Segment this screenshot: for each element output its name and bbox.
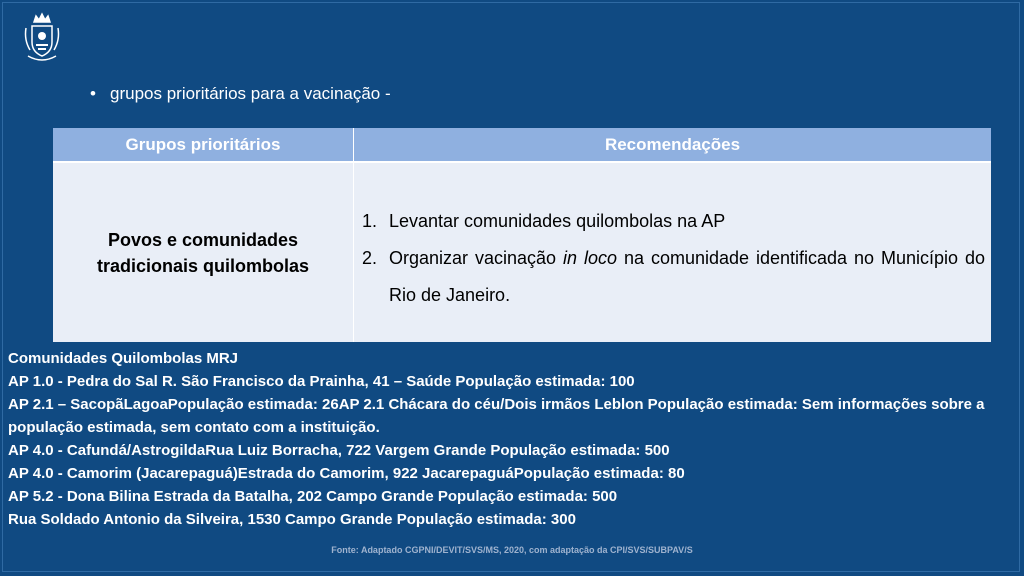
group-cell	[53, 163, 354, 342]
recommendation-text: Levantar comunidades quilombolas na AP	[389, 211, 726, 231]
list-item: AP 5.2 - Dona Bilina Estrada da Batalha, 202 Campo Grande População estimada: 500	[8, 488, 618, 505]
list-item: Rua Soldado Antonio da Silveira, 1530 Campo Grande População estimada: 300	[8, 511, 576, 528]
list-item: AP 2.1 – SacopãLagoaPopulação estimada: 26AP 2.1 Chácara do céu/Dois irmãos Leblon População estimada: Sem informações sobre a população estimada, sem contato com a instituição.	[8, 396, 985, 436]
list-heading: Comunidades Quilombolas MRJ	[8, 350, 239, 367]
bullet-dot: •	[90, 84, 96, 103]
recommendation-text	[389, 240, 985, 314]
list-item: AP 4.0 - Cafundá/AstrogildaRua Luiz Borracha, 722 Vargem Grande População estimada: 500	[8, 442, 670, 459]
recommendation-text-italic: in loco	[563, 248, 618, 268]
recommendation-number: 1.	[362, 211, 378, 231]
list-item: AP 4.0 - Camorim (Jacarepaguá)Estrada do Camorim, 922 JacarepaguáPopulação estimada: 80	[8, 465, 685, 482]
recommendations-cell	[354, 163, 991, 342]
bullet-text: grupos prioritários para a vacinação -	[110, 84, 391, 103]
table-body-row	[53, 163, 991, 342]
header-recommendations: Recomendações	[604, 134, 741, 154]
list-item: AP 1.0 - Pedra do Sal R. São Francisco da Prainha, 41 – Saúde População estimada: 100	[8, 373, 635, 390]
recommendation-item	[362, 240, 985, 314]
quilombola-communities-list	[8, 347, 1018, 531]
group-name-line2: tradicionais quilombolas	[96, 255, 310, 276]
priority-groups-table	[53, 128, 991, 342]
header-groups: Grupos prioritários	[53, 128, 354, 161]
recommendation-text-end: na comunidade identificada no Município do Rio de Janeiro.	[389, 248, 986, 305]
recommendation-number: 2.	[362, 248, 378, 268]
source-footnote: Fonte: Adaptado CGPNI/DEVIT/SVS/MS, 2020, com adaptação da CPI/SVS/SUBPAV/S	[331, 545, 693, 555]
recommendation-text-start: Organizar vacinação	[389, 248, 564, 268]
group-name-line1: Povos e comunidades	[107, 229, 299, 250]
recommendation-item	[362, 203, 985, 240]
bullet-item	[90, 84, 391, 104]
table-header-row	[53, 128, 991, 161]
rio-coat-of-arms-icon	[22, 10, 62, 66]
